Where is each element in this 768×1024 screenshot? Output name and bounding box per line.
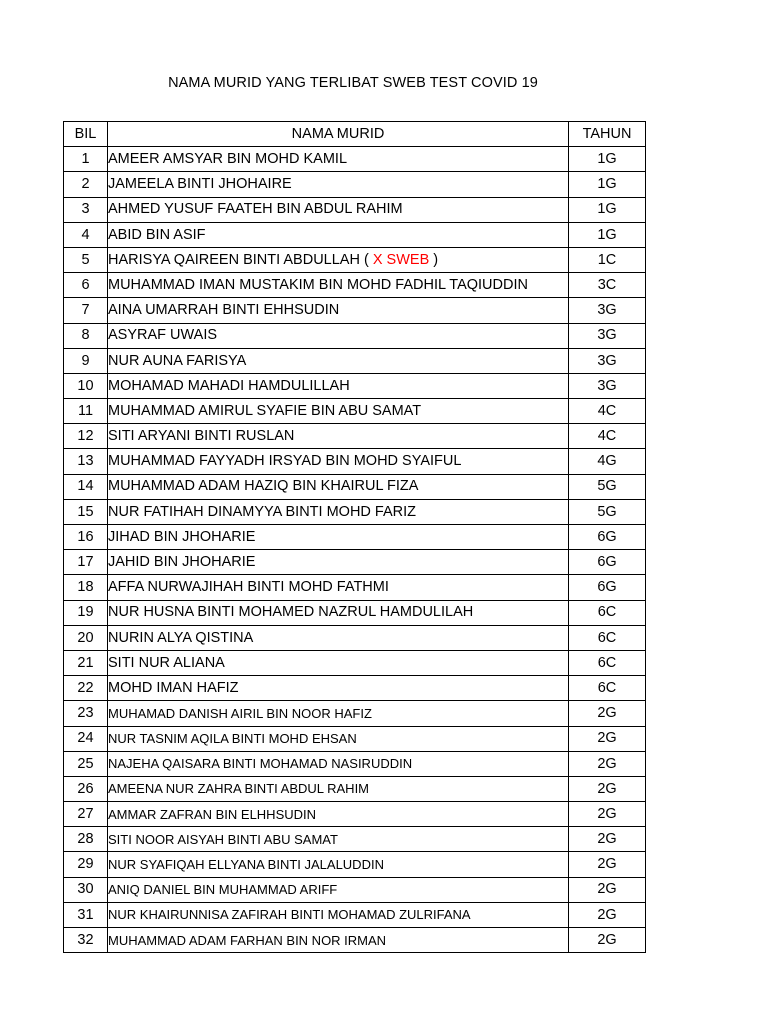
row-bil: 10 — [64, 373, 108, 398]
row-nama-murid: JAHID BIN JHOHARIE — [108, 550, 569, 575]
row-tahun: 2G — [569, 852, 646, 877]
table-row — [64, 499, 646, 524]
row-nama-murid: MUHAMMAD AMIRUL SYAFIE BIN ABU SAMAT — [108, 399, 569, 424]
table-row — [64, 424, 646, 449]
row-nama-text: HARISYA QAIREEN BINTI ABDULLAH ( — [108, 251, 369, 268]
table-row — [64, 323, 646, 348]
row-bil: 25 — [64, 751, 108, 776]
row-nama-murid: AHMED YUSUF FAATEH BIN ABDUL RAHIM — [108, 197, 569, 222]
row-nama-closing: ) — [433, 251, 439, 268]
row-nama-murid: MOHAMAD MAHADI HAMDULILLAH — [108, 373, 569, 398]
row-tahun: 6C — [569, 650, 646, 675]
row-nama-murid: NUR TASNIM AQILA BINTI MOHD EHSAN — [108, 726, 569, 751]
table-row — [64, 525, 646, 550]
row-nama-murid — [108, 247, 569, 272]
table-row — [64, 474, 646, 499]
row-bil: 8 — [64, 323, 108, 348]
table-row — [64, 373, 646, 398]
table-row — [64, 827, 646, 852]
row-bil: 7 — [64, 298, 108, 323]
row-nama-murid: MOHD IMAN HAFIZ — [108, 676, 569, 701]
row-tahun: 2G — [569, 827, 646, 852]
row-tahun: 6C — [569, 600, 646, 625]
row-nama-murid: AINA UMARRAH BINTI EHHSUDIN — [108, 298, 569, 323]
table-row — [64, 625, 646, 650]
row-tahun: 2G — [569, 902, 646, 927]
row-tahun: 6G — [569, 575, 646, 600]
table-row — [64, 701, 646, 726]
row-bil: 29 — [64, 852, 108, 877]
row-tahun: 3G — [569, 323, 646, 348]
row-bil: 14 — [64, 474, 108, 499]
row-bil: 27 — [64, 802, 108, 827]
row-nama-murid: NUR KHAIRUNNISA ZAFIRAH BINTI MOHAMAD ZULRIFANA — [108, 902, 569, 927]
row-nama-murid: SITI ARYANI BINTI RUSLAN — [108, 424, 569, 449]
table-row — [64, 550, 646, 575]
row-bil: 2 — [64, 172, 108, 197]
row-nama-murid: AMMAR ZAFRAN BIN ELHHSUDIN — [108, 802, 569, 827]
row-bil: 3 — [64, 197, 108, 222]
table-row — [64, 650, 646, 675]
table-row — [64, 802, 646, 827]
row-nama-murid: AMEER AMSYAR BIN MOHD KAMIL — [108, 147, 569, 172]
row-nama-murid: AFFA NURWAJIHAH BINTI MOHD FATHMI — [108, 575, 569, 600]
row-tahun: 1G — [569, 222, 646, 247]
row-bil: 4 — [64, 222, 108, 247]
row-tahun: 2G — [569, 928, 646, 953]
table-row — [64, 399, 646, 424]
row-tahun: 2G — [569, 751, 646, 776]
row-bil: 20 — [64, 625, 108, 650]
table-row — [64, 902, 646, 927]
row-bil: 21 — [64, 650, 108, 675]
table-header-row — [64, 122, 646, 147]
row-bil: 1 — [64, 147, 108, 172]
row-bil: 13 — [64, 449, 108, 474]
row-tahun: 1G — [569, 147, 646, 172]
row-tahun: 2G — [569, 701, 646, 726]
row-tahun: 5G — [569, 499, 646, 524]
row-bil: 15 — [64, 499, 108, 524]
row-nama-murid: SITI NOOR AISYAH BINTI ABU SAMAT — [108, 827, 569, 852]
row-tahun: 1G — [569, 172, 646, 197]
row-tahun: 6C — [569, 676, 646, 701]
table-row — [64, 575, 646, 600]
table-row — [64, 348, 646, 373]
row-tahun: 2G — [569, 877, 646, 902]
row-nama-murid: NAJEHA QAISARA BINTI MOHAMAD NASIRUDDIN — [108, 751, 569, 776]
header-tahun: TAHUN — [569, 122, 646, 147]
row-nama-murid: NUR SYAFIQAH ELLYANA BINTI JALALUDDIN — [108, 852, 569, 877]
row-nama-murid: NURIN ALYA QISTINA — [108, 625, 569, 650]
row-tahun: 6C — [569, 625, 646, 650]
row-tahun: 1G — [569, 197, 646, 222]
row-bil: 9 — [64, 348, 108, 373]
row-nama-murid: ANIQ DANIEL BIN MUHAMMAD ARIFF — [108, 877, 569, 902]
row-bil: 31 — [64, 902, 108, 927]
row-nama-murid: ASYRAF UWAIS — [108, 323, 569, 348]
row-bil: 26 — [64, 776, 108, 801]
row-bil: 5 — [64, 247, 108, 272]
table-row — [64, 147, 646, 172]
row-tahun: 3G — [569, 298, 646, 323]
row-bil: 19 — [64, 600, 108, 625]
row-tahun: 2G — [569, 726, 646, 751]
table-row — [64, 676, 646, 701]
row-bil: 28 — [64, 827, 108, 852]
row-bil: 22 — [64, 676, 108, 701]
student-table — [63, 121, 646, 953]
row-nama-murid: MUHAMMAD FAYYADH IRSYAD BIN MOHD SYAIFUL — [108, 449, 569, 474]
table-row — [64, 751, 646, 776]
row-tahun: 4G — [569, 449, 646, 474]
table-row — [64, 877, 646, 902]
x-sweb-note: X SWEB — [372, 251, 430, 268]
row-bil: 17 — [64, 550, 108, 575]
row-nama-murid: AMEENA NUR ZAHRA BINTI ABDUL RAHIM — [108, 776, 569, 801]
row-nama-murid: MUHAMMAD ADAM HAZIQ BIN KHAIRUL FIZA — [108, 474, 569, 499]
row-nama-murid: JIHAD BIN JHOHARIE — [108, 525, 569, 550]
table-row — [64, 726, 646, 751]
row-tahun: 1C — [569, 247, 646, 272]
row-bil: 16 — [64, 525, 108, 550]
row-bil: 24 — [64, 726, 108, 751]
header-bil: BIL — [64, 122, 108, 147]
row-tahun: 4C — [569, 424, 646, 449]
table-row — [64, 172, 646, 197]
row-bil: 6 — [64, 273, 108, 298]
row-tahun: 3G — [569, 373, 646, 398]
row-nama-murid: ABID BIN ASIF — [108, 222, 569, 247]
row-nama-murid: SITI NUR ALIANA — [108, 650, 569, 675]
row-bil: 12 — [64, 424, 108, 449]
table-row — [64, 247, 646, 272]
row-nama-murid: NUR FATIHAH DINAMYYA BINTI MOHD FARIZ — [108, 499, 569, 524]
table-row — [64, 298, 646, 323]
table-row — [64, 222, 646, 247]
row-tahun: 5G — [569, 474, 646, 499]
row-tahun: 4C — [569, 399, 646, 424]
row-tahun: 2G — [569, 802, 646, 827]
row-bil: 18 — [64, 575, 108, 600]
row-tahun: 6G — [569, 550, 646, 575]
table-row — [64, 600, 646, 625]
table-row — [64, 449, 646, 474]
row-bil: 32 — [64, 928, 108, 953]
table-row — [64, 197, 646, 222]
row-nama-murid: NUR AUNA FARISYA — [108, 348, 569, 373]
row-nama-murid: NUR HUSNA BINTI MOHAMED NAZRUL HAMDULILAH — [108, 600, 569, 625]
row-nama-murid: MUHAMMAD ADAM FARHAN BIN NOR IRMAN — [108, 928, 569, 953]
row-bil: 23 — [64, 701, 108, 726]
row-nama-murid: MUHAMMAD IMAN MUSTAKIM BIN MOHD FADHIL TAQIUDDIN — [108, 273, 569, 298]
row-bil: 11 — [64, 399, 108, 424]
table-row — [64, 852, 646, 877]
table-row — [64, 273, 646, 298]
row-tahun: 3C — [569, 273, 646, 298]
row-nama-murid: JAMEELA BINTI JHOHAIRE — [108, 172, 569, 197]
row-tahun: 3G — [569, 348, 646, 373]
row-tahun: 6G — [569, 525, 646, 550]
table-row — [64, 928, 646, 953]
row-bil: 30 — [64, 877, 108, 902]
table-row — [64, 776, 646, 801]
row-tahun: 2G — [569, 776, 646, 801]
row-nama-murid: MUHAMAD DANISH AIRIL BIN NOOR HAFIZ — [108, 701, 569, 726]
page-title: NAMA MURID YANG TERLIBAT SWEB TEST COVID 19 — [168, 75, 538, 91]
header-nama-murid: NAMA MURID — [108, 122, 569, 147]
